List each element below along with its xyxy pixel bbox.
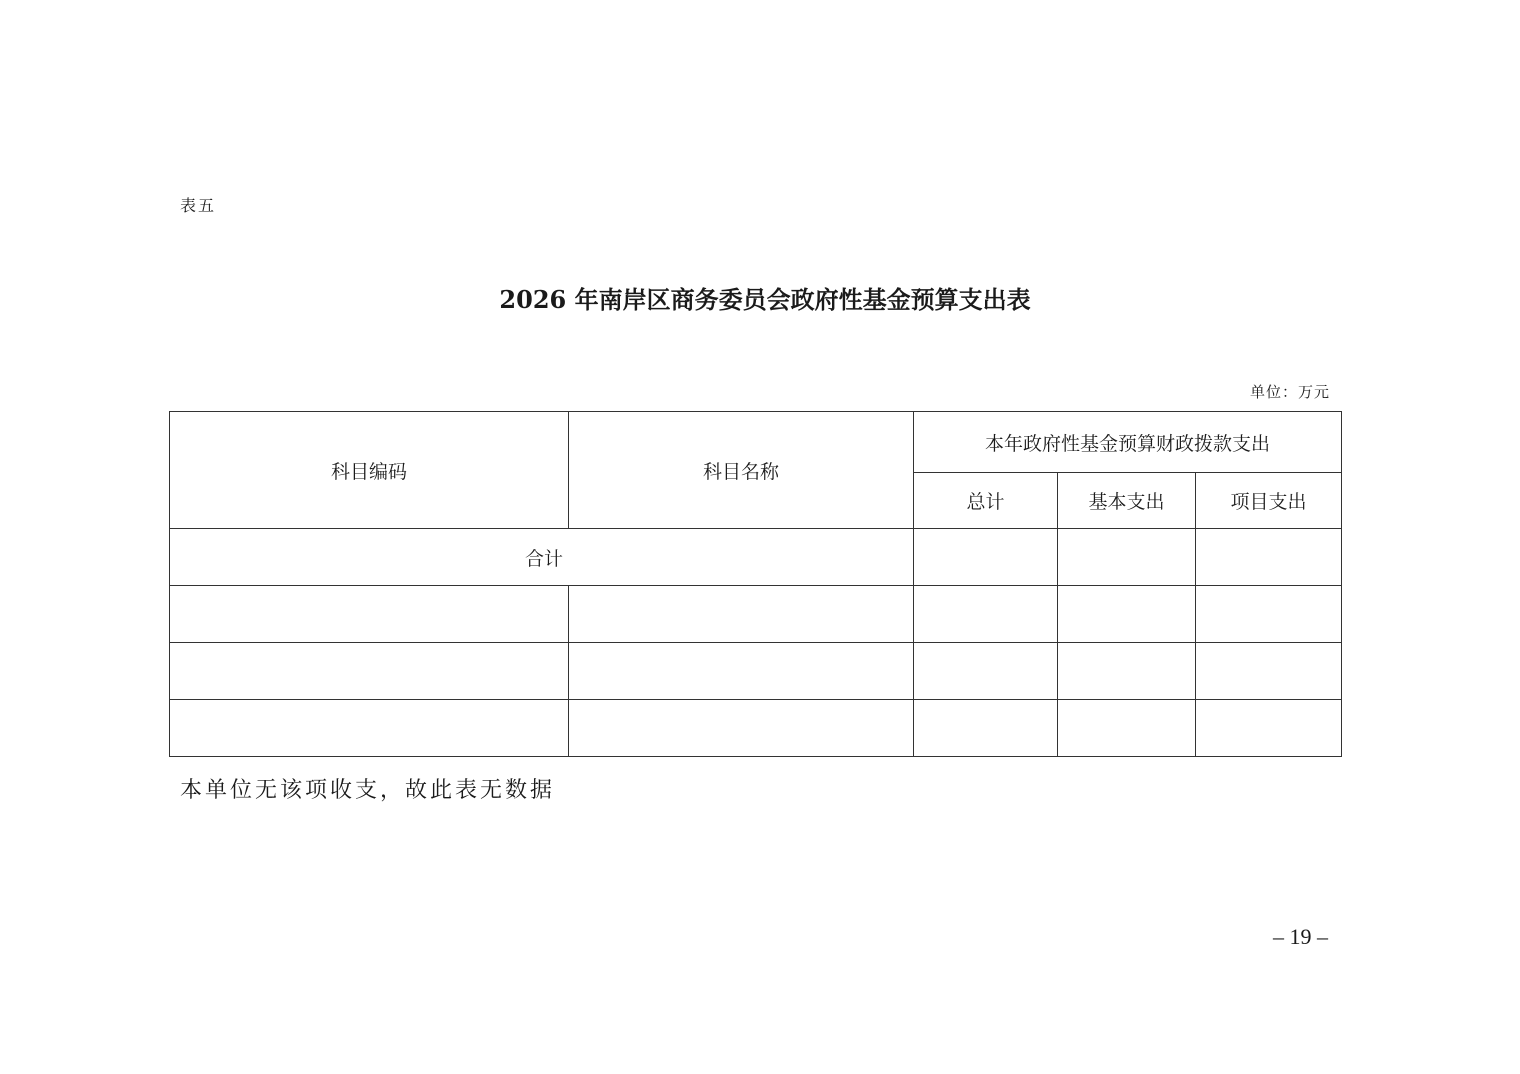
- total-row-basic: [1058, 529, 1196, 586]
- cell-name: [569, 586, 914, 643]
- cell-total: [914, 586, 1058, 643]
- cell-project: [1196, 700, 1342, 757]
- cell-code: [170, 586, 569, 643]
- table-label: 表五: [180, 196, 217, 215]
- total-row-total: [914, 529, 1058, 586]
- cell-basic: [1058, 586, 1196, 643]
- total-row-project: [1196, 529, 1342, 586]
- header-subject-code: 科目编码: [170, 412, 569, 529]
- cell-project: [1196, 643, 1342, 700]
- header-appropriation-group: 本年政府性基金预算财政拨款支出: [914, 412, 1342, 473]
- no-data-note: 本单位无该项收支，故此表无数据: [180, 778, 556, 803]
- table-row: [170, 586, 1342, 643]
- cell-name: [569, 643, 914, 700]
- document-title: 2026 年南岸区商务委员会政府性基金预算支出表: [499, 285, 1031, 314]
- header-subject-name: 科目名称: [569, 412, 914, 529]
- total-row-label: 合计: [170, 529, 914, 586]
- cell-total: [914, 643, 1058, 700]
- cell-project: [1196, 586, 1342, 643]
- cell-code: [170, 643, 569, 700]
- table-row: [170, 643, 1342, 700]
- cell-basic: [1058, 643, 1196, 700]
- header-total: 总计: [914, 473, 1058, 529]
- cell-name: [569, 700, 914, 757]
- header-project-expenditure: 项目支出: [1196, 473, 1342, 529]
- total-row: [170, 529, 1342, 586]
- budget-table: [169, 411, 1342, 757]
- page-number: – 19 –: [1273, 924, 1328, 949]
- cell-basic: [1058, 700, 1196, 757]
- unit-note: 单位：万元: [1249, 383, 1330, 401]
- cell-total: [914, 700, 1058, 757]
- header-row-1: [170, 412, 1342, 473]
- cell-code: [170, 700, 569, 757]
- table-row: [170, 700, 1342, 757]
- header-basic-expenditure: 基本支出: [1058, 473, 1196, 529]
